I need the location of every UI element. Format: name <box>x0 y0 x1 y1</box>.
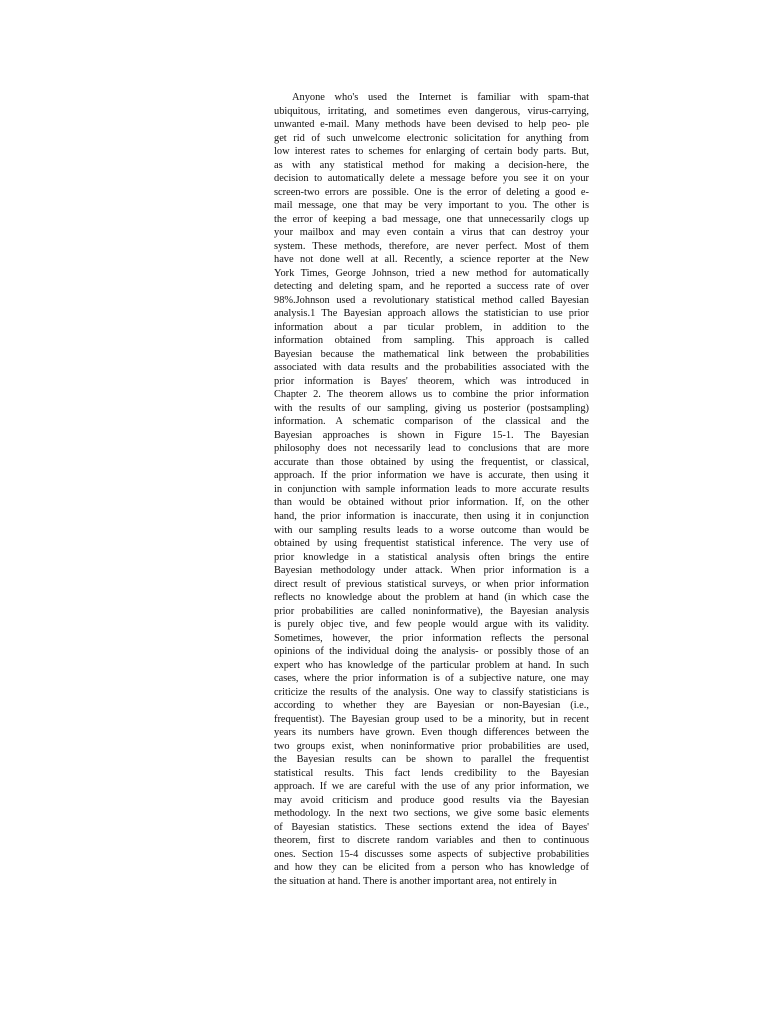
text-line: Sometimes, however, the prior information reflects the personal <box>274 632 589 644</box>
text-line: hand, the prior information is inaccurate, then using it in conjunction <box>274 510 589 522</box>
text-line: with our sampling results leads to a worse outcome than would be <box>274 524 589 536</box>
text-line: Anyone who's used the Internet is familiar with spam-that <box>292 92 589 103</box>
text-line: ubiquitous, irritating, and sometimes even dangerous, virus-carrying, <box>274 105 589 117</box>
text-line: unwanted e-mail. Many methods have been devised to help peo- ple <box>274 119 589 131</box>
text-line: Bayesian because the mathematical link between the probabilities <box>274 348 589 360</box>
text-line: prior probabilities are called noninformative), the Bayesian analysis <box>274 605 589 617</box>
text-line: theorem, first to discrete random variables and then to continuous <box>274 835 589 847</box>
text-line: than would be obtained without prior information. If, on the other <box>274 497 589 509</box>
text-line: analysis.1 The Bayesian approach allows the statistician to use prior <box>274 308 589 320</box>
text-line: ones. Section 15-4 discusses some aspects of subjective probabilities <box>274 848 589 860</box>
text-line: decision to automatically delete a message before you see it on your <box>274 173 589 185</box>
text-line: information. A schematic comparison of the classical and the <box>274 416 589 428</box>
text-line: York Times, George Johnson, tried a new method for automatically <box>274 267 589 279</box>
text-line: methodology. In the next two sections, we give some basic elements <box>274 808 589 820</box>
text-line: Chapter 2. The theorem allows us to combine the prior information <box>274 389 589 401</box>
text-line: frequentist). The Bayesian group used to be a minority, but in recent <box>274 713 589 725</box>
text-line: of Bayesian statistics. These sections extend the idea of Bayes' <box>274 821 589 833</box>
text-line: prior information is Bayes' theorem, which was introduced in <box>274 375 589 387</box>
text-line: have not done well at all. Recently, a science reporter at the New <box>274 254 589 266</box>
text-line: according to whether they are Bayesian or non-Bayesian (i.e., <box>274 700 589 712</box>
text-line: accurate than those obtained by using the frequentist, or classical, <box>274 456 589 468</box>
text-line: the Bayesian results can be shown to parallel the frequentist <box>274 754 589 766</box>
text-line: obtained by using frequentist statistical inference. The very use of <box>274 538 589 550</box>
text-line: and how they can be elicited from a person who has knowledge of <box>274 862 589 874</box>
text-line: approach. If the prior information we have is accurate, then using it <box>274 470 589 482</box>
text-line: years its numbers have grown. Even though differences between the <box>274 727 589 739</box>
text-line: reflects no knowledge about the problem at hand (in which case the <box>274 592 589 604</box>
text-line: information about a par ticular problem, in addition to the <box>274 321 589 333</box>
text-line: may avoid criticism and produce good results via the Bayesian <box>274 794 589 806</box>
text-line: criticize the results of the analysis. One way to classify statisticians is <box>274 686 589 698</box>
text-line: is purely objec tive, and few people would argue with its validity. <box>274 619 589 631</box>
text-line: the error of keeping a bad message, one that unnecessarily clogs up <box>274 213 589 225</box>
text-line: philosophy does not necessarily lead to conclusions that are more <box>274 443 589 455</box>
text-line: low interest rates to schemes for enlarging of certain body parts. But, <box>274 146 589 158</box>
text-line: expert who has knowledge of the particular problem at hand. In such <box>274 659 589 671</box>
text-line: in conjunction with sample information leads to more accurate results <box>274 483 589 495</box>
text-line: detecting and deleting spam, and he reported a success rate of over <box>274 281 589 293</box>
text-line: cases, where the prior information is of a subjective nature, one may <box>274 673 589 685</box>
text-line: your mailbox and may even contain a virus that can destroy your <box>274 227 589 239</box>
text-line: statistical results. This fact lends credibility to the Bayesian <box>274 767 589 779</box>
text-line: approach. If we are careful with the use of any prior information, we <box>274 781 589 793</box>
text-line: the situation at hand. There is another important area, not entirely in <box>274 875 557 887</box>
text-line: as with any statistical method for making a decision-here, the <box>274 159 589 171</box>
text-line: opinions of the individual doing the analysis- or possibly those of an <box>274 646 589 658</box>
text-line: information obtained from sampling. This approach is called <box>274 335 589 347</box>
text-line: two groups exist, when noninformative prior probabilities are used, <box>274 740 589 752</box>
body-paragraph <box>274 91 589 888</box>
text-line: prior knowledge in a statistical analysis often brings the entire <box>274 551 589 563</box>
text-line: Bayesian approaches is shown in Figure 15-1. The Bayesian <box>274 429 589 441</box>
text-line: Bayesian methodology under attack. When prior information is a <box>274 565 589 577</box>
text-line: with the results of our sampling, giving us posterior (postsampling) <box>274 402 589 414</box>
text-line: screen-two errors are possible. One is the error of deleting a good e- <box>274 186 589 198</box>
text-line: system. These methods, therefore, are never perfect. Most of them <box>274 240 589 252</box>
text-line: associated with data results and the probabilities associated with the <box>274 362 589 374</box>
text-line: direct result of previous statistical surveys, or when prior information <box>274 578 589 590</box>
text-line: 98%.Johnson used a revolutionary statistical method called Bayesian <box>274 294 589 306</box>
text-line: mail message, one that may be very important to you. The other is <box>274 200 589 212</box>
text-line: get rid of such unwelcome electronic solicitation for anything from <box>274 132 589 144</box>
